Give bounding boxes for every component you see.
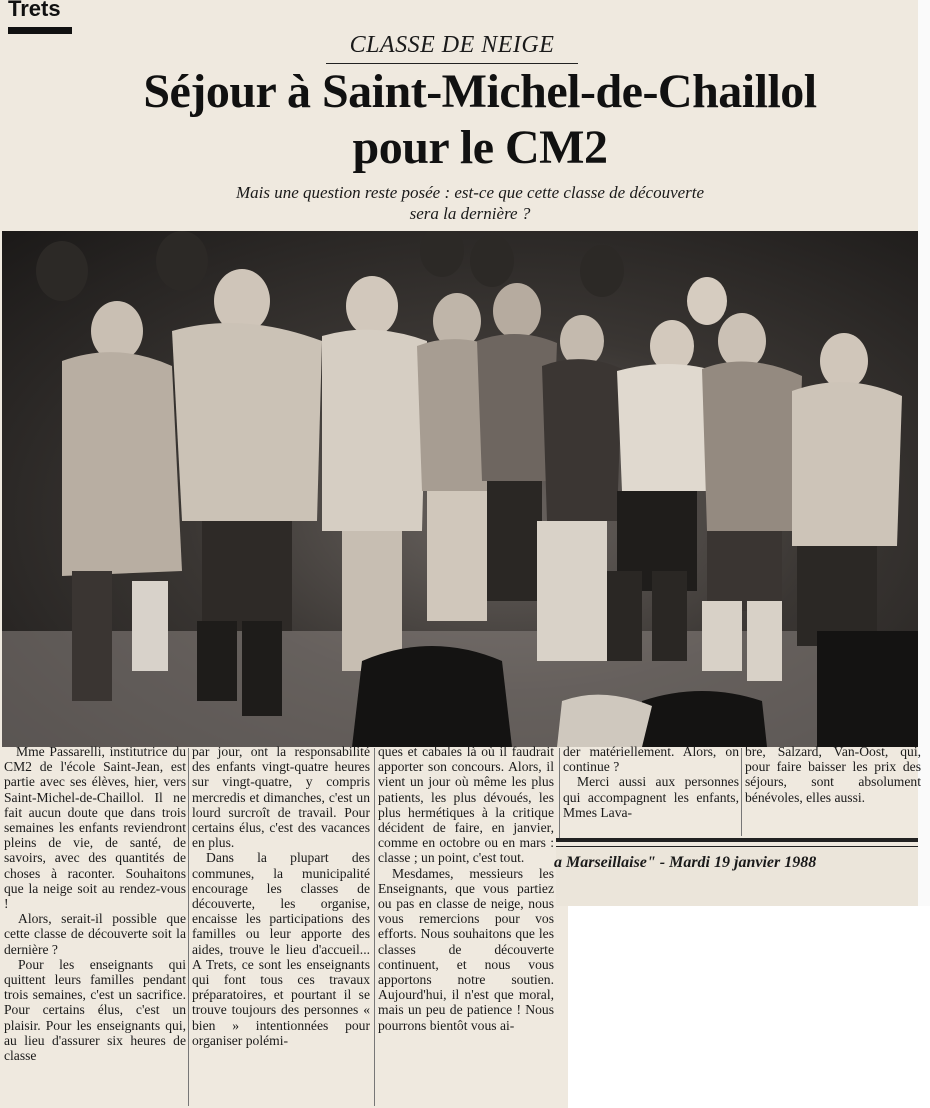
subhead-line-1: Mais une question reste posée : est-ce que cette classe de découverte: [235, 183, 705, 202]
column-4-paragraph-2: Merci aussi aux personnes qui accompagnent les enfants, Mmes Lava-: [563, 774, 739, 820]
column-divider: [188, 748, 189, 1106]
article-subhead: [150, 182, 790, 224]
group-photo-illustration: [2, 231, 918, 747]
headline-line-1: Séjour à Saint-Michel-de-Chaillol: [143, 65, 817, 118]
column-2-paragraph-1: par jour, ont la responsabilité des enfants vingt-quatre heures sur vingt-quatre, y compris mercredis et dimanches, c'est un lourd surcroît de travail. Pour certains élus, c'est des vacances en plus.: [192, 744, 370, 851]
column-2-paragraph-2: Dans la plupart des communes, la municipalité encourage les classes de découverte, les organise, encaisse les participations des familles ou leur apporte des aides, trouve le lieu d'accueil... A Trets, ce sont les enseignants qui font tous ces travaux préparatoires, et pourtant il se trouve toujours des personnes « bien » intentionnées pour organiser polémi-: [192, 850, 370, 1048]
column-1-paragraph-1: Mme Passarelli, institutrice du CM2 de l'école Saint-Jean, est partie avec ses élèves, hier, vers Saint-Michel-de-Chaillol. Il ne fait aucun doute que dans trois semaines les enfants reviendront pleins de vie, de santé, de savoirs, avec des quantités de choses à raconter. Souhaitons que la neige soit au rendez-vous !: [4, 744, 186, 912]
headline-line-2: pour le CM2: [352, 121, 608, 174]
article-column-2: [192, 744, 370, 1048]
article-column-5: [745, 744, 921, 805]
article-column-1: [4, 744, 186, 1063]
article-column-3: [378, 744, 554, 1033]
article-kicker: CLASSE DE NEIGE: [349, 32, 555, 58]
article-headline: [40, 64, 920, 176]
publication-source-line: a Marseillaise" - Mardi 19 janvier 1988: [554, 854, 817, 871]
column-divider: [741, 748, 742, 836]
source-rule: [556, 838, 918, 842]
article-photo: [2, 231, 918, 747]
section-rule: [8, 27, 72, 34]
column-4-paragraph-1: der matériellement. Alors, on continue ?: [563, 744, 739, 775]
source-rule: [556, 846, 918, 847]
article-column-4: [563, 744, 739, 820]
blank-area: [568, 906, 930, 1108]
section-name: Trets: [8, 0, 61, 21]
subhead-line-2: sera la dernière ?: [409, 204, 531, 223]
column-1-paragraph-2: Alors, serait-il possible que cette classe de découverte soit la dernière ?: [4, 911, 186, 957]
column-5-paragraph-1: bre, Salzard, Van-Oost, qui, pour faire baisser les prix des séjours, sont absolument bénévoles, elles aussi.: [745, 744, 921, 805]
column-3-paragraph-1: ques et cabales là où il faudrait apporter son concours. Alors, il vient un jour où même les plus patients, les plus dévoués, les plus hermétiques à la critique décident de faire, en janvier, comme en octobre ou en mars : classe ; un point, c'est tout.: [378, 744, 554, 866]
column-1-paragraph-3: Pour les enseignants qui quittent leurs familles pendant trois semaines, c'est un sacrifice. Pour certains élus, c'est un plaisir. Pour les enseignants qui, au lieu d'assurer six heures de classe: [4, 956, 186, 1064]
column-divider: [559, 748, 560, 840]
column-3-paragraph-2: Mesdames, messieurs les Enseignants, que vous partiez ou pas en classe de neige, nous vous remercions pour vos efforts. Nous souhaitons que les classes de découverte continuent, et nous vous apportons notre soutien. Aujourd'hui, il n'est que moral, mais un peu de patience ! Nous pourrons bientôt vous ai-: [378, 865, 554, 1033]
column-divider: [374, 748, 375, 1106]
